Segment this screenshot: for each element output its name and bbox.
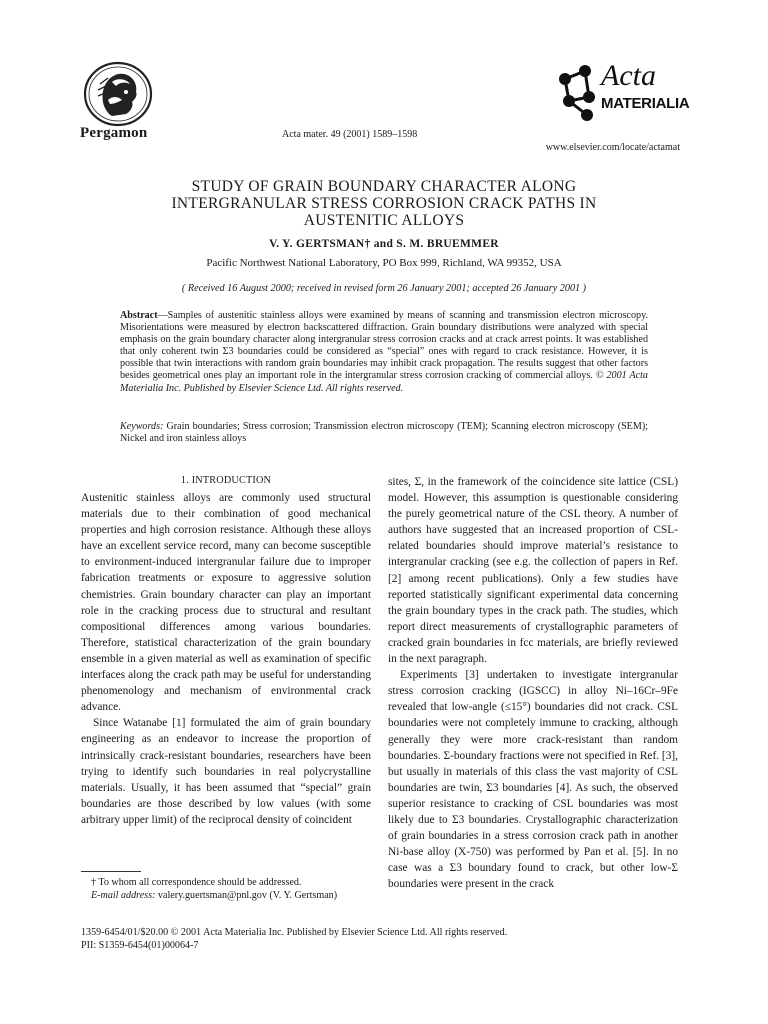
received-dates: ( Received 16 August 2000; received in revised form 26 January 2001; accepted 26 January 2001 ) bbox=[181, 283, 587, 294]
journal-reference: Acta mater. 49 (2001) 1589–1598 bbox=[282, 129, 418, 140]
pii-line: PII: S1359-6454(01)00064-7 bbox=[81, 939, 199, 951]
publisher-name: Pergamon bbox=[80, 125, 148, 141]
email-text[interactable]: valery.guertsman@pnl.gov (V. Y. Gertsman) bbox=[155, 889, 338, 901]
abstract-label: Abstract bbox=[120, 310, 158, 321]
copyright-line: 1359-6454/01/$20.00 © 2001 Acta Materialia Inc. Published by Elsevier Science Ltd. All rights reserved. bbox=[81, 927, 508, 938]
paragraph: Austenitic stainless alloys are commonly used structural materials due to their combination of good mechanical properties and high corrosion resistance. Although these alloys have an excellent service record, many can become susceptible to environment-induced intergranular failure due to improper fabrication treatments or exposure to aggressive solution chemistries. Grain boundary character can play an important role in the cracking process due to structural and resultant compositional differences among various boundaries. Therefore, statistical characterization of the grain boundary ensemble in a given material as well as examination of specific interfaces along the crack path may be useful for understanding phenomenology and mechanism of environmental crack advance. bbox=[81, 492, 371, 714]
keywords bbox=[120, 421, 648, 445]
publication-ids bbox=[81, 927, 507, 953]
footnote-divider bbox=[81, 871, 141, 872]
acta-materialia-logo-icon bbox=[555, 57, 690, 125]
pergamon-logo-icon bbox=[82, 60, 154, 128]
journal-url[interactable]: www.elsevier.com/locate/actamat bbox=[545, 142, 680, 153]
footnote bbox=[81, 877, 371, 902]
paragraph: Experiments [3] undertaken to investigate intergranular stress corrosion cracking (IGSCC) in alloy Ni–16Cr–9Fe revealed that low-angle (≤15°) boundaries did not crack. CSL boundaries were not completely immune to cracking, although generally they were more crack-resistant than random boundaries. Σ-boundary fractions were not specified in Ref. [3], but usually in materials of this class the vast majority of CSL boundaries are twin, Σ3 boundaries [4]. As such, the observed superior resistance to cracking of CSL boundaries was most likely due to Σ3 boundaries. Crystallographic characterization of grain boundaries in a stress corrosion crack path in another Ni-base alloy (X-750) was performed by Pan et al. [5]. In no case was a Σ3 boundary found to crack, but other low-Σ boundaries were present in the crack bbox=[388, 669, 678, 891]
email-label: E-mail address: bbox=[91, 889, 156, 901]
footnote-email bbox=[81, 890, 371, 903]
journal-logo-subtitle: MATERIALIA bbox=[601, 95, 690, 112]
journal-logo-title: Acta bbox=[601, 59, 656, 92]
title-line: STUDY OF GRAIN BOUNDARY CHARACTER ALONG bbox=[191, 178, 577, 195]
affiliation: Pacific Northwest National Laboratory, PO Box 999, Richland, WA 99352, USA bbox=[206, 257, 562, 269]
paragraph: Since Watanabe [1] formulated the aim of grain boundary engineering as an endeavor to increase the proportion of intrinsically crack-resistant boundaries, researchers have been trying to identify such boundaries in real polycrystalline materials. Usually, it has been assumed that “special” grain boundaries are those described by low values (with some arbitrary upper limit) of the reciprocal density of coincident bbox=[81, 717, 371, 826]
title-line: INTERGRANULAR STRESS CORROSION CRACK PATHS IN bbox=[171, 195, 597, 212]
right-column bbox=[388, 474, 678, 892]
title-line: AUSTENITIC ALLOYS bbox=[303, 212, 465, 229]
article-title bbox=[80, 178, 688, 229]
section-heading: 1. INTRODUCTION bbox=[180, 475, 272, 486]
left-column bbox=[81, 490, 371, 828]
keywords-label: Keywords: bbox=[120, 421, 164, 432]
abstract-text: —Samples of austenitic stainless alloys were examined by means of scanning and transmission electron microscopy. Misorientations were measured by electron backscattered diffraction. Grain boundary distributions were analyzed with special emphasis on the grain boundary character along intergranular stress corrosion cracks and at crack arrest points. It was established that only coherent twin Σ3 boundaries could be considered as “special” ones with regard to crack resistance. However, it is possible that twin interactions with random grain boundaries may inhibit crack propagation. The results suggest that other factors besides geometrical ones play an important role in the intergranular stress corrosion cracking of commercial alloys. bbox=[120, 310, 648, 382]
authors: V. Y. GERTSMAN† and S. M. BRUEMMER bbox=[269, 238, 499, 250]
keywords-text: Grain boundaries; Stress corrosion; Transmission electron microscopy (TEM); Scanning electron microscopy (SEM); Nickel and iron stainless alloys bbox=[120, 421, 648, 445]
footnote-line: † To whom all correspondence should be addressed. bbox=[91, 877, 302, 888]
abstract-copyright: © 2001 Acta Materialia Inc. Published by Elsevier Science Ltd. All rights reserved. bbox=[120, 370, 648, 394]
paragraph: sites, Σ, in the framework of the coincidence site lattice (CSL) model. However, this assumption is questionable considering the purely geometrical nature of the CSL theory. A number of authors have suggested that an increased proportion of CSL-related boundaries should improve material’s resistance to intergranular cracking (see e.g. the collection of papers in Ref. [2] among recent publications). Only a few studies have reported statistically significant experimental data concerning the grain boundary types in the crack path. The studies, which report direct measurements of crystallographic parameters of cracked grain boundaries in fcc materials, are briefly reviewed in the next paragraph. bbox=[388, 476, 678, 666]
abstract bbox=[120, 310, 648, 395]
